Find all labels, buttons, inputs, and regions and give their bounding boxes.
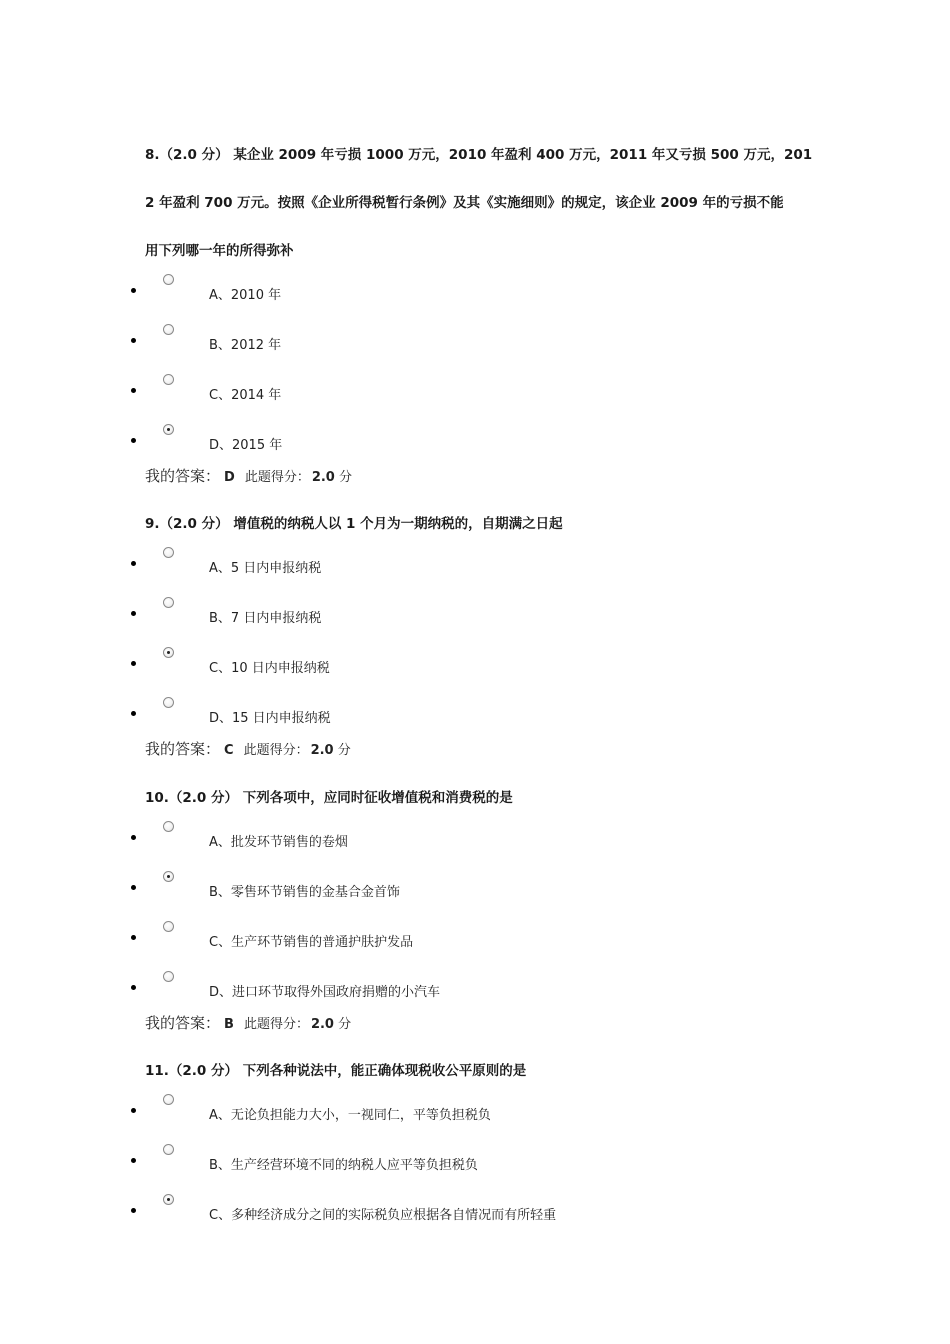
radio-q11-option-c[interactable] [163,1194,174,1205]
radio-q8-option-d[interactable] [163,424,174,435]
answer-row-q8 [145,465,352,486]
option-label: A、批发环节销售的卷烟 [209,835,348,850]
option-label: B、零售环节销售的金基合金首饰 [209,885,400,900]
question-10-text: 10.（2.0 分） 下列各项中，应同时征收增值税和消费税的是 [145,790,513,806]
my-answer-label: 我的答案： [145,467,221,485]
bullet-icon [131,611,136,616]
radio-q9-option-a[interactable] [163,547,174,558]
option-label: B、7 日内申报纳税 [209,611,322,626]
option-label: A、5 日内申报纳税 [209,561,322,576]
bullet-icon [131,935,136,940]
radio-q10-option-d[interactable] [163,971,174,982]
my-answer-value: B [224,1017,234,1032]
my-answer-label: 我的答案： [145,740,221,758]
bullet-icon [131,711,136,716]
my-answer-value: D [224,470,235,485]
option-label: A、2010 年 [209,288,282,303]
bullet-icon [131,1108,136,1113]
bullet-icon [131,661,136,666]
bullet-icon [131,835,136,840]
bullet-icon [131,438,136,443]
score-label: 此题得分： [243,743,309,758]
answer-row-q10 [145,1012,351,1033]
radio-q8-option-b[interactable] [163,324,174,335]
bullet-icon [131,1158,136,1163]
radio-q11-option-a[interactable] [163,1094,174,1105]
bullet-icon [131,338,136,343]
bullet-icon [131,288,136,293]
score-unit: 分 [339,470,353,485]
question-8-text-line-2: 2 年盈利 700 万元。按照《企业所得税暂行条例》及其《实施细则》的规定，该企业 2009 年的亏损不能 [145,195,784,211]
option-label: C、2014 年 [209,388,282,403]
option-label: C、生产环节销售的普通护肤护发品 [209,935,414,950]
bullet-icon [131,1208,136,1213]
radio-q9-option-b[interactable] [163,597,174,608]
radio-q9-option-d[interactable] [163,697,174,708]
score-value: 2.0 [311,470,335,485]
score-label: 此题得分： [243,1017,309,1032]
score-unit: 分 [338,1017,352,1032]
option-label: B、生产经营环境不同的纳税人应平等负担税负 [209,1158,478,1173]
radio-q8-option-a[interactable] [163,274,174,285]
question-8-text-line-1: 8.（2.0 分） 某企业 2009 年亏损 1000 万元，2010 年盈利 400 万元，2011 年又亏损 500 万元，201 [145,147,813,163]
score-value: 2.0 [310,743,334,758]
radio-q8-option-c[interactable] [163,374,174,385]
my-answer-value: C [224,743,234,758]
answer-row-q9 [145,738,351,759]
question-9-text: 9.（2.0 分） 增值税的纳税人以 1 个月为一期纳税的，自期满之日起 [145,516,563,532]
radio-q11-option-b[interactable] [163,1144,174,1155]
question-11-text: 11.（2.0 分） 下列各种说法中，能正确体现税收公平原则的是 [145,1063,527,1079]
radio-q10-option-c[interactable] [163,921,174,932]
option-label: D、2015 年 [209,438,283,453]
option-label: B、2012 年 [209,338,282,353]
option-label: D、15 日内申报纳税 [209,711,331,726]
radio-q9-option-c[interactable] [163,647,174,658]
score-label: 此题得分： [244,470,310,485]
option-label: D、进口环节取得外国政府捐赠的小汽车 [209,985,441,1000]
bullet-icon [131,985,136,990]
option-label: C、10 日内申报纳税 [209,661,330,676]
score-unit: 分 [337,743,351,758]
radio-q10-option-a[interactable] [163,821,174,832]
score-value: 2.0 [310,1017,334,1032]
option-label: C、多种经济成分之间的实际税负应根据各自情况而有所轻重 [209,1208,557,1223]
question-8-text-line-3: 用下列哪一年的所得弥补 [145,243,294,259]
bullet-icon [131,885,136,890]
option-label: A、无论负担能力大小，一视同仁，平等负担税负 [209,1108,491,1123]
bullet-icon [131,388,136,393]
radio-q10-option-b[interactable] [163,871,174,882]
bullet-icon [131,561,136,566]
my-answer-label: 我的答案： [145,1014,221,1032]
